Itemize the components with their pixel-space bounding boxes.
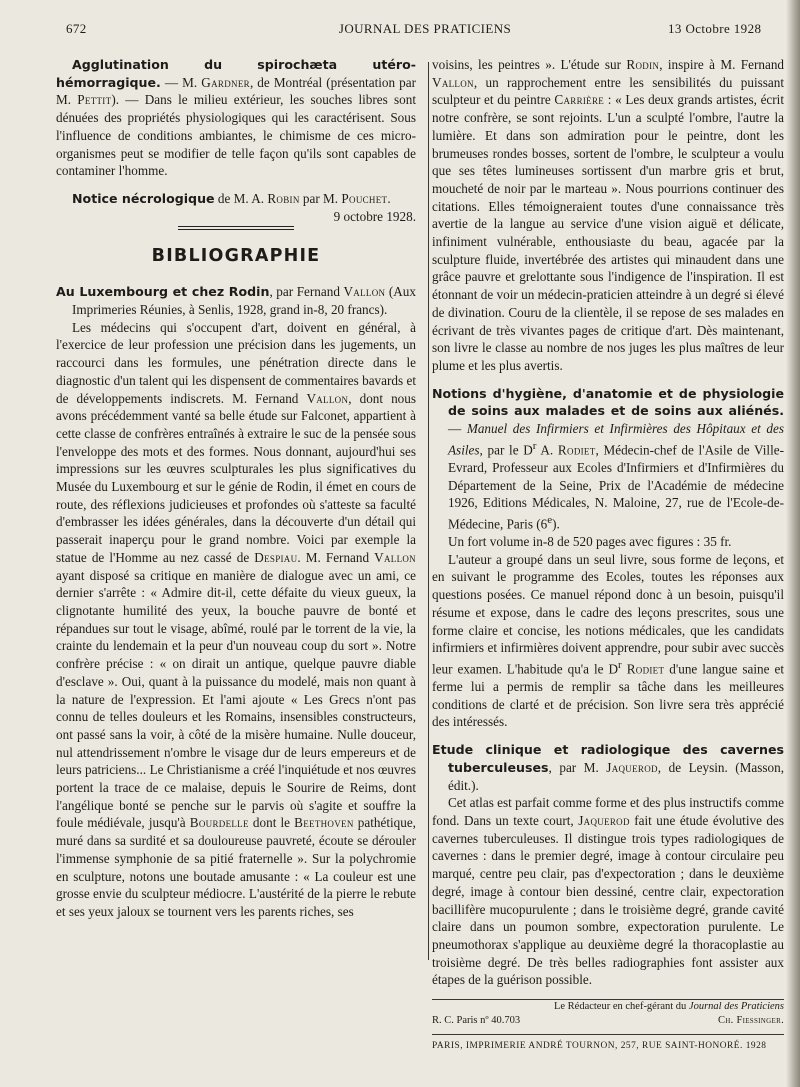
text-span: Cet atlas est parfait comme forme et des plus instructifs comme fond. Dans un texte court, (432, 795, 784, 828)
rodin-heading (56, 283, 416, 318)
cavernes-review-text (432, 794, 784, 989)
hygiene-manual-title: Manuel des Infirmiers et Infirmières des Hôpitaux et des Asiles, (448, 421, 785, 458)
text-span: ayant disposé sa critique en manière de dialogue avec un ami, ce dernier s'arrête : « Admire dit-il, cette défaite du vieux gueux, la clignotante humilité des yeux, la bouche pauvre de bonté et répandues sur tout le visage, abîmé, roulé par le torrent de la vie, la crainte du lendemain et la peur d'un nouveau coup du sort ». Notre confrère précise : « on dirait un antique, quelque pauvre diable d'esclave ». Oui, quant à la puissance du modelé, mais non quant à la nature de l'expression. Et l'ami ajoute « Les Grecs n'ont pas connu de telles douleurs et les Romains, insensibles constructeurs, ont passé sans la voir, à côté de la misère humaine. Nulle douceur, nul attendrissement n'ombre le visage dur de leurs empereurs et de leurs patriciens... Le Christianisme a créé l'inquiétude et nos œuvres portent la trace de ce malaise, depuis le Sourire de Reims, dont l'angélique bonté se penche sur le parvis où s'agite et souffre la foule médiévale, jusqu'à (56, 567, 416, 831)
superscript: e (547, 513, 553, 526)
footer-journal-name: Journal des Praticiens (688, 1001, 784, 1013)
author-robin: Robin (267, 190, 300, 206)
agglutination-paragraph (56, 56, 416, 180)
hygiene-heading (432, 385, 784, 533)
column-divider (428, 62, 429, 960)
rodin-review-continued (432, 56, 784, 375)
name-vallon: Vallon (306, 390, 349, 406)
name-carriere: Carrière (554, 92, 605, 108)
author-pouchet: Pouchet. (341, 190, 391, 206)
text-span: , inspire à M. Fernand (659, 57, 785, 72)
notice-title: Notice nécrologique (72, 190, 215, 206)
issue-date: 13 Octobre 1928 (668, 21, 762, 36)
rodin-review-text (56, 319, 416, 921)
left-column (56, 56, 416, 921)
name-vallon: Vallon (432, 74, 474, 90)
hygiene-volume: Un fort volume in-8 de 520 pages avec figures : 35 fr. (448, 534, 732, 550)
text-span: , de Montréal (présentation par M. (56, 74, 417, 108)
text-span: , de Leysin. (Masson, édit.). (448, 759, 784, 793)
rodin-title: Au Luxembourg et chez Rodin (56, 284, 270, 300)
text-span: d'une langue saine et ferme lui a permis de remplir sa tâche dans les meilleures conditions de clarté et de précision. Son livre sera très apprécié des intéressés. (432, 661, 784, 730)
page-edge-shadow (786, 0, 800, 1087)
text-span: , dont nous avons précédemment vanté sa belle étude sur Falconet, appartient à cette classe de confrères entraînés à extraire le suc de la pensée sous l'enveloppe des mots et des formes. Nous donnant, aujourd'hui ses impressions sur les œuvres sculpturales les plus significatives du Musée du Luxembourg et sur le génie de Rodin, il émet en cours de route, des réflexions judicieuses et profondes où s'atteste sa faculté d'embrasser les idées générales, dans la découverte d'un détail qui passerait inaperçu pour le grand nombre. Voici par exemple la statue de l'Homme au nez cassé de (56, 390, 417, 565)
hygiene-review-text (432, 551, 784, 731)
footer-redacteur-line (432, 1000, 784, 1014)
page-header (0, 21, 800, 41)
name-jaquerod: Jaquerod (578, 813, 630, 828)
text-span: pathétique, muré dans sa surdité et sa douloureuse pauvreté, écoute se dérouler l'immense symphonie de sa pitié fraternelle ». Sur la polychromie en sculpture, notons une boutade amusante : « La couleur est une grosse envie du sculpteur médiocre. L'austérité de la pierre le rebute et ses yeux jaloux se tournent vers les parents riches, ses (56, 815, 416, 919)
text-span: , par Fernand (269, 284, 344, 300)
hygiene-title: Notions d'hygiène, d'anatomie et de physiologie de soins aux malades et de soins aux aliénés. (432, 385, 784, 419)
text-span: Les médecins qui s'occupent d'art, doivent en général, à l'exercice de leur profession une précision dans les jugements, un raccourci dans les formules, une pénétration directe dans le diagnostic d'un talent qui les dispensent de commentaires bavards et de développements indiscrets. M. Fernand (56, 319, 416, 406)
footer-signer: Ch. Fiessinger. (717, 1015, 784, 1027)
text-span: , un rapprochement entre les sensibilités du puissant sculpteur et du peintre (432, 74, 784, 108)
name-rodin: Rodin (626, 57, 660, 72)
text-span: Le Rédacteur en chef-gérant du (553, 1001, 689, 1013)
text-span: voisins, les peintres ». L'étude sur (432, 57, 627, 72)
notice-paragraph (56, 190, 416, 224)
cavernes-title: Etude clinique et radiologique des cavernes tuberculeuses (432, 742, 784, 775)
name-beethoven: Beethoven (294, 815, 354, 831)
author-jaquerod: Jaquerod (606, 759, 658, 775)
text-span: ). — Dans le milieu extérieur, les souches libres sont dénuées des propriétés physiologiques qui les caractérisent. Sous l'influence de conditions ambiantes, le chimisme de ces micro-organismes peut se modifier de telle façon qu'ils sont capables de contaminer l'homme. (56, 92, 416, 179)
page-number: 672 (66, 21, 87, 36)
page-footer (432, 1000, 784, 1053)
text-span: L'auteur a groupé dans un seul livre, sous forme de leçons, et en suivant le programme des Ecoles, toutes les réponses aux questions posées. Ce manuel répond donc à un besoin, puisqu'il résume et expose, dans le cadre des leçons prescrites, sous une forme claire et concise, les notions médicales, que les candidats infirmiers et infirmières doivent apprendre, pour subir avec succès leur examen. L'habitude qu'a le D (432, 551, 784, 677)
bibliographie-heading: BIBLIOGRAPHIE (151, 245, 321, 266)
name-despiau: Despiau (254, 549, 298, 565)
text-span: A. (536, 442, 558, 458)
text-span: , Médecin-chef de l'Asile de Ville-Evrard, Professeur aux Ecoles d'Infirmiers et d'Infirmières du Département de la Seine, Prix de l'Académie de médecine 1926, Editions Médicales, N. Maloine, 27, rue de l'Ecole-de-Médecine, Paris (6 (448, 442, 784, 532)
author-vallon: Vallon (343, 284, 386, 300)
text-span: , par M. (548, 759, 607, 775)
text-span: de M. A. (214, 190, 268, 206)
text-span: . M. Fernand (297, 549, 375, 565)
text-span: fait une étude évolutive des cavernes tuberculeuses. Il distingue trois types radiologiques de cavernes : dans le premier degré, image à contour circulaire peu marqué, centre peu clair, pas d'expectoration ; dans le deuxième degré, image à contour bien dessiné, centre clair, expectoration bacillifère mucopurulente ; dans le troisième degré, grande cavité claire dans un poumon sombre, expectoration purulente. Le pneumothorax s'applique au deuxième degré la thoracoplastie au troisième degré. De très belles radiographies font assister aux étapes de la guérison possible. (432, 813, 785, 988)
notice-date: 9 octobre 1928. (333, 208, 416, 224)
footer-imprimerie: PARIS, IMPRIMERIE ANDRÉ TOURNON, 257, RUE SAINT-HONORÉ. 1928 (432, 1034, 784, 1053)
name-bourdelle: Bourdelle (189, 815, 249, 831)
name-vallon: Vallon (374, 549, 416, 565)
text-span: ). (552, 516, 560, 532)
superscript: r (618, 658, 622, 671)
right-column (432, 56, 784, 1053)
journal-title: JOURNAL DES PRATICIENS (338, 21, 512, 36)
cavernes-heading (432, 741, 784, 794)
text-span: — M. (160, 74, 202, 90)
author-pettit: Pettit (77, 92, 112, 108)
agglutination-title: Agglutination du spirochæta utéro-hémorragique. (56, 57, 416, 90)
author-gardner: Gardner (201, 74, 250, 90)
text-span: par M. (299, 190, 342, 206)
footer-rc: R. C. Paris nº 40.703 (432, 1015, 521, 1027)
superscript: r (532, 439, 537, 452)
text-span: par le D (482, 442, 533, 458)
text-span: dont le (248, 815, 295, 831)
author-rodiet: Rodiet (557, 442, 596, 458)
text-span: — (448, 421, 467, 437)
text-span: (Aux Imprimeries Réunies, à Senlis, 1928, grand in-8, 20 francs). (72, 284, 416, 318)
text-span: : « Les deux grands artistes, écrit notre confrère, se sont rejoints. L'un a sculpté l'ombre, l'autre la lumière. Et dans son admiration pour le peintre, dont les brumeuses rondes bosses, sortent de l'ombre, le sculpteur a voulu que ses têtes lumineuses sortissent d'un marbre gris et brut, moucheté de noir par le marteau ». Nous pourrions continuer des citations. Elles témoigneraient toutes d'une connaissance très avertie de la langue au service d'une vision aiguë et délicate, infiniment vulnérable, enthousiaste du beau, agacée par la sculpture fluide, invertébrée des artistes qui minaudent dans une grâce pauvre et grelottante sous l'indigence de l'inspiration. Il est étonnant de voir un médecin-praticien atteindre à un degré si élevé de divination. Couru de la clientèle, il se repose de ses malades en écrivant de très vivantes pages de critique d'art. Dès maintenant, son livre le classe au nombre de nos juges les plus maîtres de leur plume et les plus avertis. (432, 92, 784, 373)
double-rule (178, 226, 294, 230)
footer-signature-row (432, 1014, 784, 1028)
name-rodiet: Rodiet (626, 661, 665, 677)
